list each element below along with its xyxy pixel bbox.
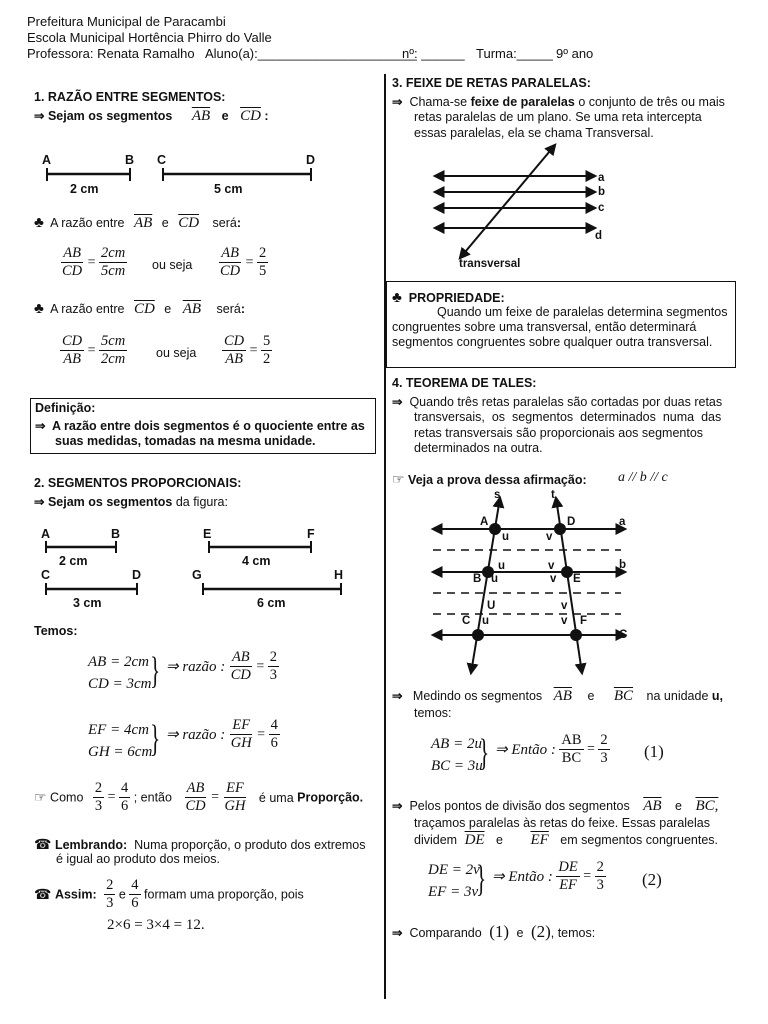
seg-e-label: E: [203, 527, 212, 541]
line-d-label: d: [595, 230, 603, 242]
ratio2-formula: $\frac{CD}{AB}$ = $\frac{5cm}{2cm}$: [62, 333, 126, 367]
segment-ab: [47, 168, 130, 181]
transversal-label: transversal: [459, 258, 521, 270]
thales-figure: [425, 488, 640, 678]
section4-line4: determinados na outra.: [414, 441, 543, 455]
property-line2: congruentes sobre uma transversal, então determinará: [392, 320, 697, 334]
segment-gh: [203, 583, 341, 595]
section2-title: 2. SEGMENTOS PROPORCIONAIS:: [34, 476, 242, 490]
seg-c-label: C: [41, 568, 51, 582]
thales-v-5: v: [561, 615, 568, 627]
thales-u-2: u: [498, 560, 506, 572]
product-equation: 2×6 = 3×4 = 12.: [107, 917, 205, 933]
eq-bc-u: BC = 3u: [431, 758, 483, 774]
point-d-label: D: [306, 153, 316, 167]
eq-ef-v: EF = 3v: [428, 884, 479, 900]
point-c: [472, 629, 484, 641]
prova-line: ☞ Veja a prova dessa afirmação:: [392, 471, 587, 487]
section3-line3: essas paralelas, ela se chama Transversal.: [414, 126, 654, 140]
entao-2: ⇒ Então : $\frac{DE}{EF}$ = $\frac{2}{3}$: [492, 859, 604, 893]
point-c-label: C: [157, 153, 167, 167]
point-a: [489, 523, 501, 535]
segment-ab-2: [46, 541, 116, 553]
medindo-line: ⇒ Medindo os segmentos $\overline{AB}$ e $\overline{BC}$ na unidade u,: [392, 688, 724, 704]
brace-4: }: [476, 858, 487, 900]
eq-cd-value: CD = 3cm: [88, 676, 152, 692]
thales-label-A: A: [480, 516, 489, 528]
thales-label-U: U: [487, 600, 496, 612]
brace-2: }: [150, 718, 161, 760]
header-student: Aluno(a):______________________: [205, 46, 417, 61]
ou-seja-2: ou seja: [156, 346, 197, 360]
section3-line2: retas paralelas de um plano. Se uma reta intercepta: [414, 110, 702, 124]
line-a-label: a: [598, 172, 605, 184]
ratio1-formula: $\frac{AB}{CD}$ = $\frac{2cm}{5cm}$: [62, 245, 126, 279]
segment-cd-2: [46, 583, 137, 595]
thales-label-c-line: C: [619, 629, 628, 641]
thales-label-a: a: [619, 516, 626, 528]
column-divider: [384, 74, 386, 999]
header-teacher: Professora: Renata Ramalho: [27, 46, 195, 61]
pelos-line1: ⇒ Pelos pontos de divisão dos segmentos $\overline{AB}$ e BC,: [392, 798, 719, 814]
ratio1-result: $\frac{AB}{CD}$ = $\frac{2}{5}$: [220, 245, 267, 279]
comparando-line: ⇒ Comparando (1) e (2), temos:: [392, 922, 596, 941]
telephone-icon: ☎: [34, 886, 52, 902]
point-d: [554, 523, 566, 535]
segment-cd-length: 5 cm: [214, 182, 243, 196]
section4-line1: ⇒ Quando três retas paralelas são cortadas por duas retas: [392, 395, 723, 409]
thales-label-D: D: [567, 516, 576, 528]
thales-v-3: v: [550, 573, 557, 585]
line-b-label: b: [598, 186, 606, 198]
definition-text1: ⇒ A razão entre dois segmentos é o quociente entre as: [35, 419, 365, 433]
ou-seja-1: ou seja: [152, 258, 193, 272]
thales-label-F: F: [580, 615, 588, 627]
section4-title: 4. TEOREMA DE TALES:: [392, 376, 537, 390]
parallel-notation: a // b // c: [618, 470, 668, 485]
ratio2-result: $\frac{CD}{AB}$ = $\frac{5}{2}$: [224, 333, 271, 367]
section3-title: 3. FEIXE DE RETAS PARALELAS:: [392, 76, 591, 90]
thales-label-s: s: [494, 489, 501, 501]
header-class: Turma:_____: [476, 46, 553, 61]
entao-1: ⇒ Então : $\frac{AB}{BC}$ = $\frac{2}{3}$: [495, 732, 608, 766]
seg-a-label: A: [41, 527, 51, 541]
point-f: [570, 629, 582, 641]
como-line: ☞ Como $\frac{2}{3}$ = $\frac{4}{6}$ ; então $\frac{AB}{CD}$ = $\frac{EF}{GH}$ é uma Proporção.: [34, 780, 364, 814]
seg-b-label: B: [111, 527, 121, 541]
section4-line2: transversais, os segmentos determinados numa das: [414, 410, 722, 424]
point-b-label: B: [125, 153, 135, 167]
seg-d-label: D: [132, 568, 142, 582]
header-grade: 9º ano: [556, 46, 594, 61]
thales-u-4: u: [482, 615, 490, 627]
seg-cd-length: 3 cm: [73, 596, 102, 610]
seg-f-label: F: [307, 527, 315, 541]
definition-text2: suas medidas, tomadas na mesma unidade.: [55, 434, 316, 448]
section2-intro: ⇒ Sejam os segmentos da figura:: [34, 495, 228, 509]
thales-u-1: u: [502, 531, 510, 543]
segment-cd: [163, 168, 311, 181]
pelos-line3: dividem $\overline{DE}$ e $\overline{EF}$ em segmentos congruentes.: [414, 832, 719, 848]
property-line3: segmentos congruentes sobre qualquer outra transversal.: [392, 335, 713, 349]
lembrando-line1: ☎ Lembrando: Numa proporção, o produto dos extremos: [34, 836, 366, 852]
thales-v-4: v: [561, 600, 568, 612]
point-a-label: A: [42, 153, 52, 167]
line-c-label: c: [598, 202, 605, 214]
temos-label: Temos:: [34, 624, 78, 638]
seg-h-label: H: [334, 568, 344, 582]
section1-title: 1. RAZÃO ENTRE SEGMENTOS:: [34, 90, 226, 104]
pelos-line2: traçamos paralelas às retas do feixe. Essas paralelas: [414, 816, 710, 830]
thales-label-B: B: [473, 573, 482, 585]
section1-intro: ⇒ Sejam os segmentos $\overline{AB}$ e $\overline{CD}$ :: [34, 108, 269, 124]
property-line1: Quando um feixe de paralelas determina segmentos: [437, 305, 728, 319]
ratio1-text: ♣ A razão entre $\overline{AB}$ e $\overline{CD}$ será:: [34, 214, 242, 231]
thales-label-C: C: [462, 615, 471, 627]
point-e: [561, 566, 573, 578]
seg-ab-length: 2 cm: [59, 554, 88, 568]
eq-ab-value: AB = 2cm: [88, 654, 149, 670]
parallel-lines-figure: [425, 140, 615, 265]
property-title: ♣ PROPRIEDADE:: [392, 289, 505, 306]
transversal-line: [460, 145, 555, 258]
section4-line3: retas transversais são proporcionais aos segmentos: [414, 426, 704, 440]
thales-label-E: E: [573, 573, 581, 585]
header-line1: Prefeitura Municipal de Paracambi: [27, 14, 226, 29]
assim-line: ☎ Assim: $\frac{2}{3}$ e $\frac{4}{6}$ formam uma proporção, pois: [34, 877, 304, 911]
definition-title: Definição:: [35, 401, 96, 415]
ratio2-text: ♣ A razão entre $\overline{CD}$ e $\overline{AB}$ será:: [34, 300, 246, 317]
brace-3: }: [479, 732, 490, 774]
section3-line1: ⇒ Chama-se feixe de paralelas o conjunto de três ou mais: [392, 95, 725, 109]
segment-ab-length: 2 cm: [70, 182, 99, 196]
segment-ef: [209, 541, 311, 553]
header-line2: Escola Municipal Hortência Phirro do Valle: [27, 30, 272, 45]
pointing-hand-icon: ☞: [34, 789, 47, 805]
thales-v-1: v: [546, 531, 553, 543]
eq-gh-value: GH = 6cm: [88, 744, 153, 760]
equation-ref-1: (1): [644, 742, 664, 761]
thales-label-b: b: [619, 559, 627, 571]
medindo-temos: temos:: [414, 706, 452, 720]
thales-label-t: t: [551, 489, 555, 501]
seg-ef-length: 4 cm: [242, 554, 271, 568]
lembrando-line2: é igual ao produto dos meios.: [56, 852, 220, 866]
pointing-hand-icon: ☞: [392, 471, 405, 487]
brace-1: }: [150, 650, 161, 692]
razao-2: ⇒ razão : $\frac{EF}{GH}$ = $\frac{4}{6}$: [166, 717, 278, 751]
eq-de-v: DE = 2v: [428, 862, 480, 878]
header-number: nº: ______: [402, 46, 465, 61]
equation-ref-2: (2): [642, 870, 662, 889]
razao-1: ⇒ razão : $\frac{AB}{CD}$ = $\frac{2}{3}$: [166, 649, 278, 683]
telephone-icon: ☎: [34, 836, 52, 852]
eq-ef-value: EF = 4cm: [88, 722, 149, 738]
eq-ab-u: AB = 2u: [431, 736, 482, 752]
thales-u-3: u: [491, 573, 499, 585]
seg-g-label: G: [192, 568, 202, 582]
thales-v-2: v: [548, 560, 555, 572]
seg-gh-length: 6 cm: [257, 596, 286, 610]
